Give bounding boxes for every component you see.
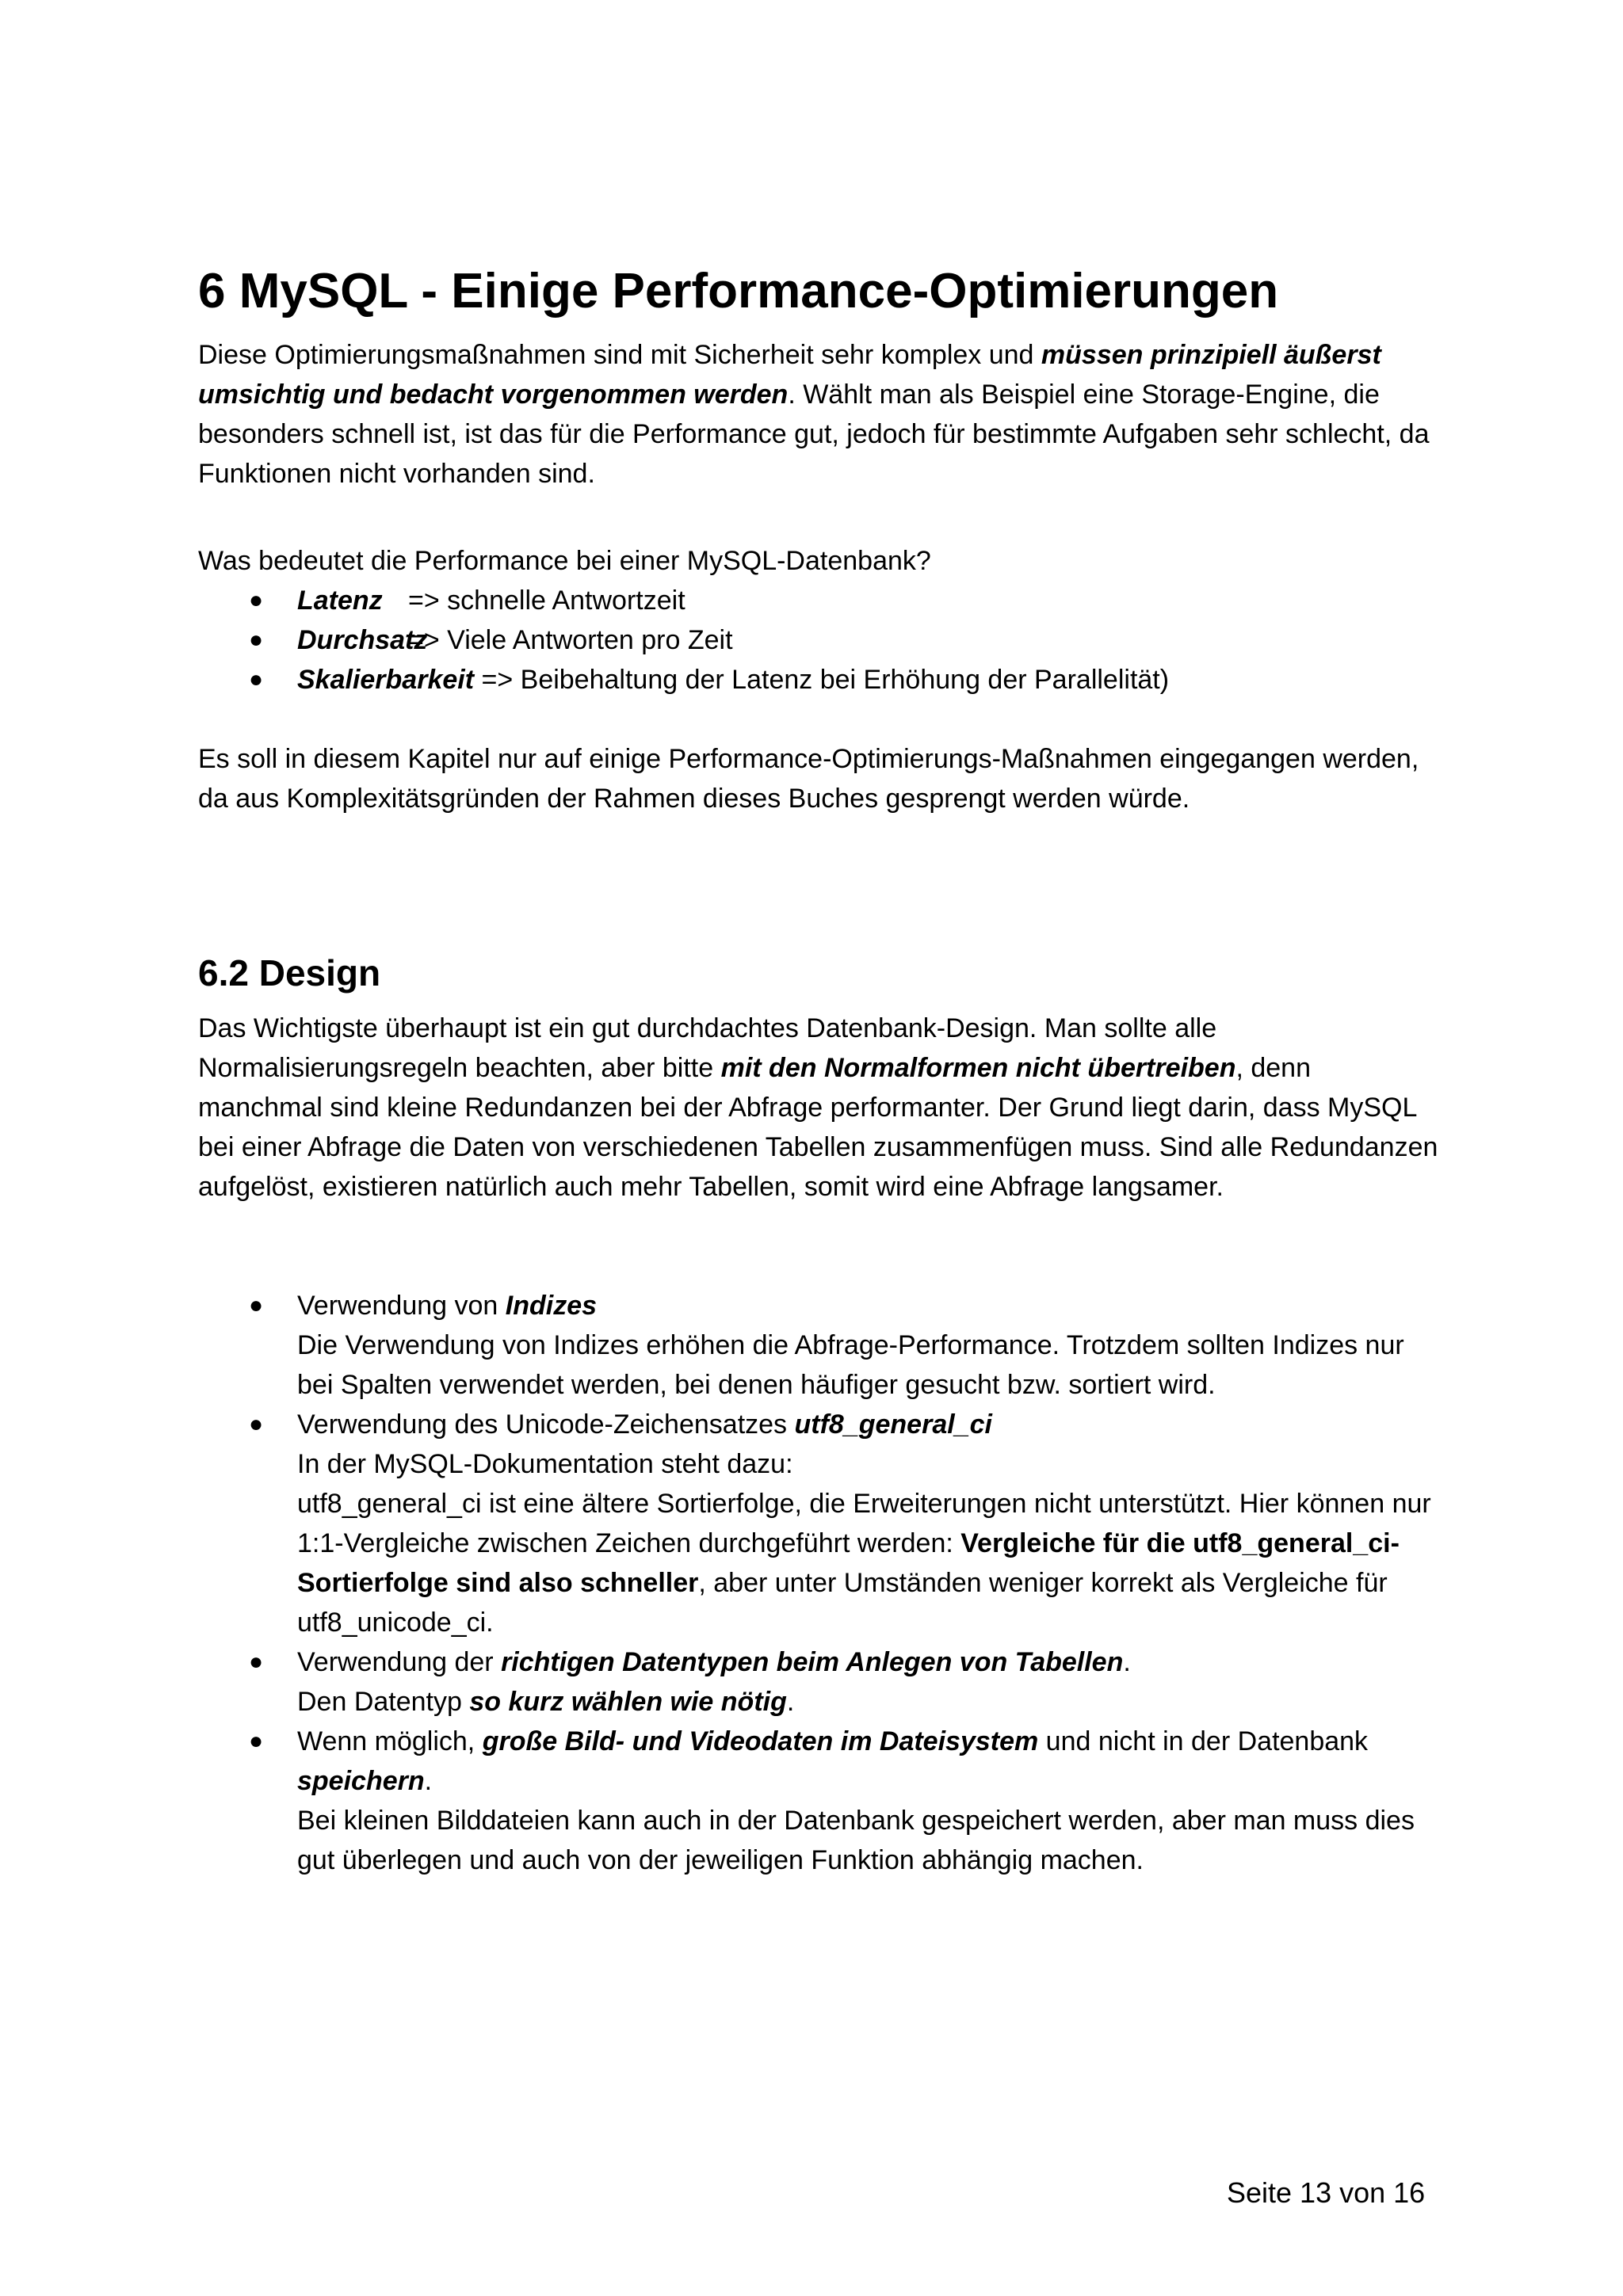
bullet-icon: ● xyxy=(249,666,264,692)
bullet-icon: ● xyxy=(249,587,264,613)
performance-list xyxy=(198,581,1442,700)
list-item-detail: Die Verwendung von Indizes erhöhen die Abfrage-Performance. Trotzdem sollten Indizes nur bei Spalten verwendet werden, bei denen häufiger gesucht bzw. sortiert wird. xyxy=(297,1330,1404,1400)
doc-intro: In der MySQL-Dokumentation steht dazu: xyxy=(297,1449,793,1479)
bullet-icon: ● xyxy=(249,1292,264,1318)
term-description: => schnelle Antwortzeit xyxy=(408,585,685,616)
term-kurz: so kurz wählen wie nötig xyxy=(469,1687,787,1717)
list-item-unicode xyxy=(198,1405,1442,1642)
list-item-detail: Den Datentyp so kurz wählen wie nötig. xyxy=(297,1687,795,1717)
list-item-title: Verwendung der richtigen Datentypen beim Anlegen von Tabellen. xyxy=(297,1647,1131,1677)
design-text-2: , denn manchmal sind kleine Redundanzen bei der Abfrage performanter. Der Grund liegt darin, dass MySQL bei einer Abfrage die Daten von verschiedenen Tabellen zusammenfügen muss. Sind alle Redundanzen aufgelöst, existieren natürlich auch mehr Tabellen, somit wird eine Abfrage langsamer. xyxy=(198,1053,1438,1202)
design-paragraph xyxy=(198,1009,1442,1207)
list-item xyxy=(198,660,1442,700)
bullet-icon: ● xyxy=(249,1649,264,1675)
term-latenz: Latenz xyxy=(297,585,383,616)
term-skalierbarkeit: Skalierbarkeit xyxy=(297,665,475,695)
list-item xyxy=(198,620,1442,660)
performance-question: Was bedeutet die Performance bei einer MySQL-Datenbank? xyxy=(198,546,931,576)
list-item-detail: Bei kleinen Bilddateien kann auch in der Datenbank gespeichert werden, aber man muss dies gut überlegen und auch von der jeweiligen Funktion abhängig machen. xyxy=(297,1806,1415,1875)
bullet-icon: ● xyxy=(249,1411,264,1437)
term-durchsatz: Durchsatz xyxy=(297,625,428,655)
design-emphasis: mit den Normalformen nicht übertreiben xyxy=(720,1053,1236,1083)
section-heading-design: 6.2 Design xyxy=(198,952,381,994)
term-indizes: Indizes xyxy=(505,1291,598,1321)
intro-emphasis: müssen prinzipiell äußerst umsichtig und bedacht vorgenommen werden xyxy=(198,340,1381,410)
bullet-icon: ● xyxy=(249,627,264,653)
design-text-1: Das Wichtigste überhaupt ist ein gut durchdachtes Datenbank-Design. Man sollte alle Normalisierungsregeln beachten, aber bitte xyxy=(198,1013,1217,1083)
list-item-datentypen xyxy=(198,1642,1442,1722)
term-datentypen: richtigen Datentypen beim Anlegen von Tabellen xyxy=(501,1647,1124,1677)
term-dateisystem: große Bild- und Videodaten im Dateisystem xyxy=(482,1726,1039,1756)
term-utf8-general-ci: utf8_general_ci xyxy=(794,1409,992,1440)
design-list xyxy=(198,1286,1442,1880)
quote-bold: Vergleiche für die utf8_general_ci-Sortierfolge sind also schneller xyxy=(297,1528,1400,1598)
list-item-title: Verwendung des Unicode-Zeichensatzes utf8_general_ci xyxy=(297,1409,992,1440)
term-description: => Viele Antworten pro Zeit xyxy=(408,625,733,655)
intro-text-1: Diese Optimierungsmaßnahmen sind mit Sicherheit sehr komplex und xyxy=(198,340,1041,370)
term-description: => Beibehaltung der Latenz bei Erhöhung der Parallelität) xyxy=(474,665,1170,695)
intro-text-2: . Wählt man als Beispiel eine Storage-Engine, die besonders schnell ist, ist das für die Performance gut, jedoch für bestimmte Aufgaben sehr schlecht, da Funktionen nicht vorhanden sind. xyxy=(198,379,1430,489)
doc-quote: utf8_general_ci ist eine ältere Sortierfolge, die Erweiterungen nicht unterstützt. Hier können nur 1:1-Vergleiche zwischen Zeichen durchgeführt werden: Vergleiche für die utf8_general_ci-Sortierfolge sind also schneller, aber unter Umständen weniger korrekt als Vergleiche für utf8_unicode_ci. xyxy=(297,1489,1431,1638)
bullet-icon: ● xyxy=(249,1728,264,1754)
list-item-title: Verwendung von Indizes xyxy=(297,1291,598,1321)
list-item-dateisystem xyxy=(198,1722,1442,1880)
list-item xyxy=(198,581,1442,620)
term-speichern: speichern xyxy=(297,1766,425,1796)
intro-paragraph xyxy=(198,335,1442,494)
page-number: Seite 13 von 16 xyxy=(1227,2176,1426,2209)
list-item-indizes xyxy=(198,1286,1442,1405)
chapter-note-paragraph: Es soll in diesem Kapitel nur auf einige Performance-Optimierungs-Maßnahmen eingegangen werden, da aus Komplexitätsgründen der Rahmen dieses Buches gesprengt werden würde. xyxy=(198,744,1419,814)
list-item-title: Wenn möglich, große Bild- und Videodaten im Dateisystem und nicht in der Datenbank speichern. xyxy=(297,1726,1369,1796)
chapter-heading: 6 MySQL - Einige Performance-Optimierungen xyxy=(198,264,1279,318)
